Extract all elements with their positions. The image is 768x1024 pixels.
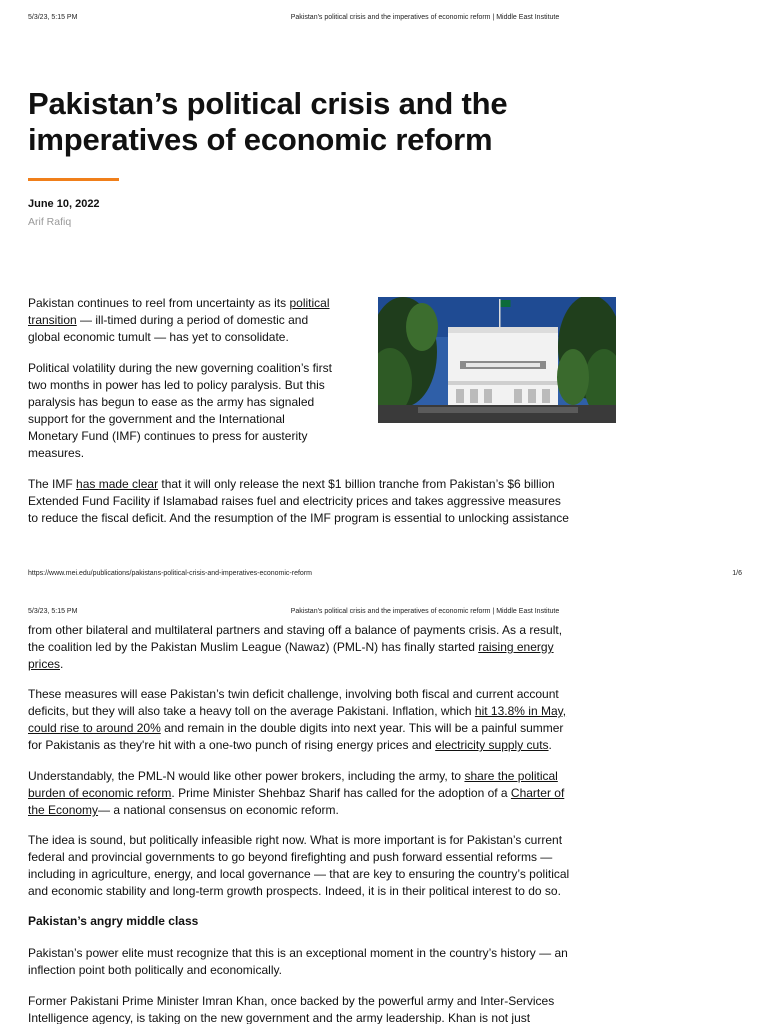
paragraph-power-elite xyxy=(28,945,568,979)
article-title-line-2: imperatives of economic reform xyxy=(28,122,493,157)
paragraph-text: Extended Fund Facility if Islamabad raises fuel and electricity prices and takes aggressive measures xyxy=(28,494,561,508)
print-header-title: Pakistan's political crisis and the imperatives of economic reform | Middle East Institute xyxy=(290,14,560,21)
article-title xyxy=(28,86,588,158)
paragraph-text: for Pakistanis as they're hit with a one-two punch of rising energy prices and xyxy=(28,738,436,752)
paragraph-text: including in agriculture, energy, and local governance — that are key to ensuring the country’s political xyxy=(28,867,570,881)
link-political-transition[interactable]: political xyxy=(289,296,330,310)
paragraph-text: and economic stability and long-term growth prospects. Indeed, it is in their political interest to do so. xyxy=(28,884,561,898)
paragraph-text: from other bilateral and multilateral partners and staving off a balance of payments crisis. As a result, xyxy=(28,623,563,637)
paragraph-text: These measures will ease Pakistan’s twin deficit challenge, involving both fiscal and current account xyxy=(28,687,559,701)
article-title-line-1: Pakistan’s political crisis and the xyxy=(28,86,508,121)
paragraph-imf xyxy=(28,476,569,527)
link-rise-20-percent[interactable]: could rise to around 20% xyxy=(28,721,161,735)
section-heading: Pakistan’s angry middle class xyxy=(28,914,199,928)
paragraph-text: measures. xyxy=(28,446,85,460)
paragraph-text: deficits, but they will also take a heavy toll on the average Pakistani. Inflation, which xyxy=(28,704,475,718)
paragraph-text: global economic tumult — has yet to consolidate. xyxy=(28,330,289,344)
print-header-date: 5/3/23, 5:15 PM xyxy=(28,14,78,21)
paragraph-text: the coalition led by the Pakistan Muslim League (Nawaz) (PML-N) has finally started xyxy=(28,640,479,654)
paragraph-text: . xyxy=(60,657,64,671)
print-header-page-2 xyxy=(0,608,768,620)
paragraph-text: Political volatility during the new governing coalition’s first xyxy=(28,361,332,375)
paragraph-text: Pakistan’s power elite must recognize that this is an exceptional moment in the country’s history — an xyxy=(28,946,568,960)
print-header-title: Pakistan's political crisis and the imperatives of economic reform | Middle East Institute xyxy=(290,608,560,615)
link-inflection-13-8[interactable]: hit 13.8% in May, xyxy=(474,704,567,718)
paragraph-text: and remain in the double digits into next year. This will be a painful summer xyxy=(160,721,564,735)
link-share-political-burden[interactable]: share the political xyxy=(464,769,558,783)
paragraph-text: Former Pakistani Prime Minister Imran Khan, once backed by the powerful army and Inter-Services xyxy=(28,994,555,1008)
article-photo xyxy=(378,297,616,423)
publish-date: June 10, 2022 xyxy=(28,198,100,210)
print-footer-url[interactable]: https://www.mei.edu/publications/pakistans-political-crisis-and-imperatives-economic-reform xyxy=(28,570,312,577)
link-has-made-clear[interactable]: has made clear xyxy=(76,477,159,491)
paragraph-text: to reduce the fiscal deficit. And the resumption of the IMF program is essential to unlocking assistance xyxy=(28,511,569,525)
paragraph-imran-khan xyxy=(28,993,554,1024)
link-electricity-supply-cuts[interactable]: electricity supply cuts xyxy=(435,738,549,752)
paragraph-text: — a national consensus on economic reform. xyxy=(98,803,339,817)
paragraph-text: that it will only release the next $1 billion tranche from Pakistan’s $6 billion xyxy=(158,477,555,491)
paragraph-text: support for the government and the International xyxy=(28,412,285,426)
link-charter-of-economy[interactable]: Charter of xyxy=(510,786,565,800)
paragraph-text: Intelligence agency, is taking on the new government and the army leadership. Khan is not just xyxy=(28,1011,531,1024)
paragraph-text: federal and provincial governments to go beyond firefighting and push forward essential reforms — xyxy=(28,850,553,864)
paragraph-text: — ill-timed during a period of domestic and xyxy=(76,313,309,327)
paragraph-text: The idea is sound, but politically infeasible right now. What is more important is for Pakistan’s current xyxy=(28,833,563,847)
paragraph-text: two months in power has led to policy paralysis. But this xyxy=(28,378,325,392)
paragraph-text: Understandably, the PML-N would like other power brokers, including the army, to xyxy=(28,769,465,783)
link-raising-energy-prices[interactable]: raising energy xyxy=(478,640,554,654)
paragraph-charter-economy xyxy=(28,768,564,819)
paragraph-twin-deficit xyxy=(28,686,566,754)
paragraph-intro xyxy=(28,295,330,346)
paragraph-text: Pakistan continues to reel from uncertainty as its xyxy=(28,296,290,310)
link-share-political-burden-cont[interactable]: burden of economic reform xyxy=(28,786,172,800)
paragraph-imf-continued xyxy=(28,622,562,673)
link-charter-of-economy-cont[interactable]: the Economy xyxy=(28,803,99,817)
print-header xyxy=(0,14,768,26)
print-footer-page-number: 1/6 xyxy=(732,570,742,577)
link-political-transition-cont[interactable]: transition xyxy=(28,313,77,327)
title-accent-rule xyxy=(28,178,119,181)
paragraph-idea-sound xyxy=(28,832,569,900)
paragraph-text: paralysis has begun to ease as the army has signaled xyxy=(28,395,315,409)
link-raising-energy-prices-cont[interactable]: prices xyxy=(28,657,61,671)
paragraph-text: . xyxy=(548,738,552,752)
paragraph-text: inflection point both politically and economically. xyxy=(28,963,282,977)
paragraph-text: The IMF xyxy=(28,477,77,491)
paragraph-text: Monetary Fund (IMF) continues to press for austerity xyxy=(28,429,308,443)
author-name[interactable]: Arif Rafiq xyxy=(28,216,72,228)
paragraph-volatility xyxy=(28,360,332,462)
paragraph-text: . Prime Minister Shehbaz Sharif has called for the adoption of a xyxy=(171,786,511,800)
print-header-date: 5/3/23, 5:15 PM xyxy=(28,608,78,615)
